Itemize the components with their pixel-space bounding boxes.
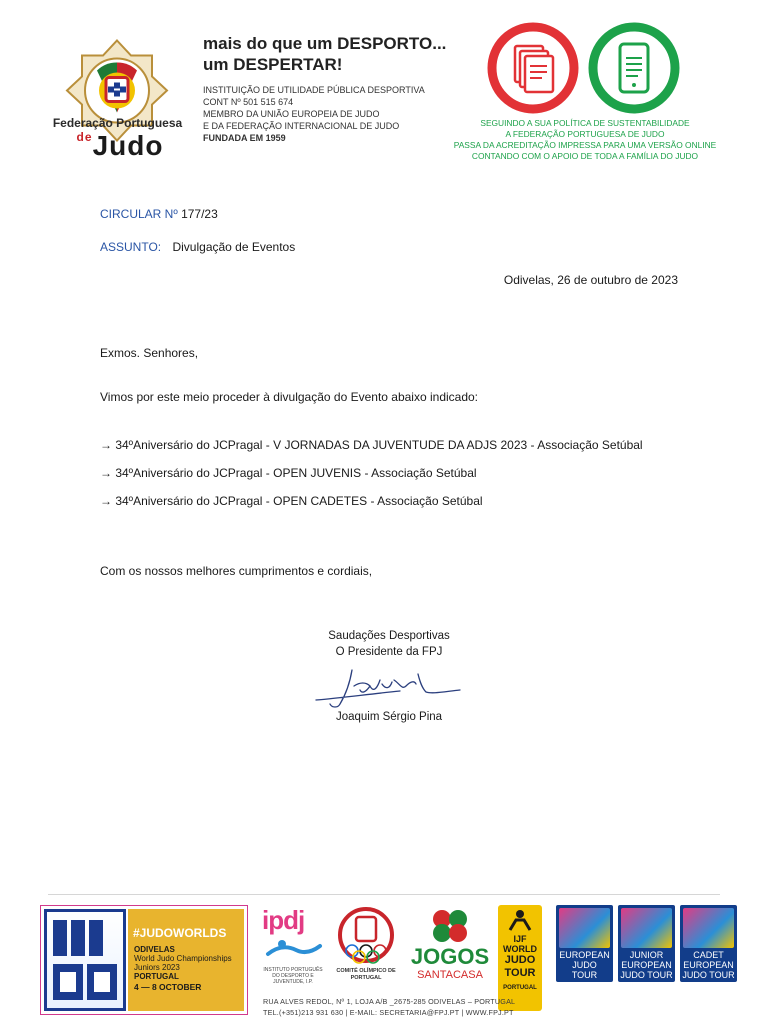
event-item: → 34ºAniversário do JCPragal - OPEN JUVENIS - Associação Setúbal (100, 466, 477, 480)
org-judo-wordmark (70, 130, 170, 162)
ijf-line: JUDO (504, 954, 536, 966)
eu-tour-line: JUNIOR (629, 950, 664, 960)
eu-tour-line: EUROPEAN (559, 950, 610, 960)
circular-reference (100, 207, 218, 221)
judoworlds-hashtag: #JUDOWORLDS (133, 926, 227, 940)
subject-text: Divulgação de Eventos (172, 240, 296, 254)
ijf-line: IJF (513, 934, 527, 944)
circular-number: 177/23 (181, 207, 218, 221)
eu-tour-line: CADET (693, 950, 724, 960)
ijf-line: TOUR (504, 967, 536, 979)
junior-european-judo-tour-image (621, 908, 672, 948)
greeting: Exmos. Senhores, (100, 346, 199, 360)
closing-line: Com os nossos melhores cumprimentos e cordiais, (100, 564, 373, 578)
judoworlds-city: ODIVELAS (134, 945, 175, 954)
institution-line: E DA FEDERAÇÃO INTERNACIONAL DE JUDO (203, 121, 400, 131)
mobile-document-icon (588, 22, 680, 114)
swimmer-icon (262, 936, 324, 960)
eu-tour-line: JUDO TOUR (682, 970, 735, 980)
org-caption: Federação Portuguesa (52, 116, 183, 130)
european-judo-tour-image (559, 908, 610, 948)
judoworlds-line: World Judo Championships (134, 954, 232, 963)
ipdj-caption: INSTITUTO PORTUGUÊS DO DESPORTO E JUVENTUDE, I.P. (263, 967, 323, 985)
judoworlds-country: PORTUGAL (134, 972, 179, 981)
eu-tour-line: EUROPEAN (621, 960, 672, 970)
ipdj-logo (262, 905, 324, 985)
judoworlds-logo (44, 909, 126, 1011)
slogan-line-1: mais do que um DESPORTO... (203, 34, 447, 53)
circular-label: CIRCULAR Nº (100, 207, 178, 221)
slogan-line-2: um DESPERTAR! (203, 55, 343, 74)
judoka-icon (506, 908, 534, 932)
footer-divider (48, 894, 720, 895)
institution-line: INSTITUIÇÃO DE UTILIDADE PÚBLICA DESPORTIVA (203, 85, 425, 95)
subject-label: ASSUNTO: (100, 240, 162, 254)
sustainability-line: PASSA DA ACREDITAÇÃO IMPRESSA PARA UMA VERSÃO ONLINE (453, 140, 717, 150)
address-line: RUA ALVES REDOL, Nº 1, LOJA A/B _2675-285 ODIVELAS – PORTUGAL (263, 997, 516, 1006)
institution-line: CONT Nº 501 515 674 (203, 97, 294, 107)
sustainability-line: SEGUINDO A SUA POLÍTICA DE SUSTENTABILIDADE (480, 118, 690, 128)
jogos-wordmark: JOGOS (410, 944, 490, 969)
signatory-name: Joaquim Sérgio Pina (335, 711, 443, 723)
institution-line: FUNDADA EM 1959 (203, 133, 286, 143)
cadet-european-judo-tour-image (683, 908, 734, 948)
intro-paragraph: Vimos por este meio proceder à divulgação do Evento abaixo indicado: (100, 390, 479, 404)
ipdj-wordmark: ipdj (262, 905, 305, 935)
eu-tour-line: JUDO (572, 960, 597, 970)
sustainability-line: A FEDERAÇÃO PORTUGUESA DE JUDO (505, 129, 665, 139)
org-de: de (76, 130, 93, 144)
olympic-committee-logo (330, 905, 402, 1009)
contact-line: TEL.(+351)213 931 630 | E-MAIL: SECRETARIA@FPJ.PT | WWW.FPJ.PT (263, 1008, 514, 1017)
ijf-line: PORTUGAL (503, 985, 537, 991)
signoff-line-2: O Presidente da FPJ (335, 646, 443, 658)
eu-tour-line: TOUR (571, 970, 598, 980)
judo-letters-icon (47, 912, 123, 1008)
institution-line: MEMBRO DA UNIÃO EUROPEIA DE JUDO (203, 109, 380, 119)
santacasa-wordmark: SANTACASA (417, 969, 483, 981)
event-item: → 34ºAniversário do JCPragal - OPEN CADETES - Associação Setúbal (100, 494, 483, 508)
printed-documents-icon (487, 22, 579, 114)
sustainability-line: CONTANDO COM O APOIO DE TODA A FAMÍLIA DO JUDO (471, 151, 699, 161)
judoworlds-line: Juniors 2023 (134, 963, 180, 972)
ijf-line: WORLD (503, 944, 537, 954)
handwritten-signature (310, 664, 470, 710)
eu-tour-line: EUROPEAN (683, 960, 734, 970)
org-judo: Judo (92, 130, 164, 161)
olympic-committee-caption: COMITÉ OLÍMPICO DE PORTUGAL (336, 968, 396, 981)
subject-line (100, 240, 295, 254)
signoff-line-1: Saudações Desportivas (328, 630, 450, 642)
judoworlds-dates: 4 — 8 OCTOBER (134, 982, 202, 992)
event-item: → 34ºAniversário do JCPragal - V JORNADAS DA JUVENTUDE DA ADJS 2023 - Associação Setúbal (100, 438, 643, 452)
letter-date: Odivelas, 26 de outubro de 2023 (503, 273, 678, 287)
eu-tour-line: JUDO TOUR (620, 970, 673, 980)
